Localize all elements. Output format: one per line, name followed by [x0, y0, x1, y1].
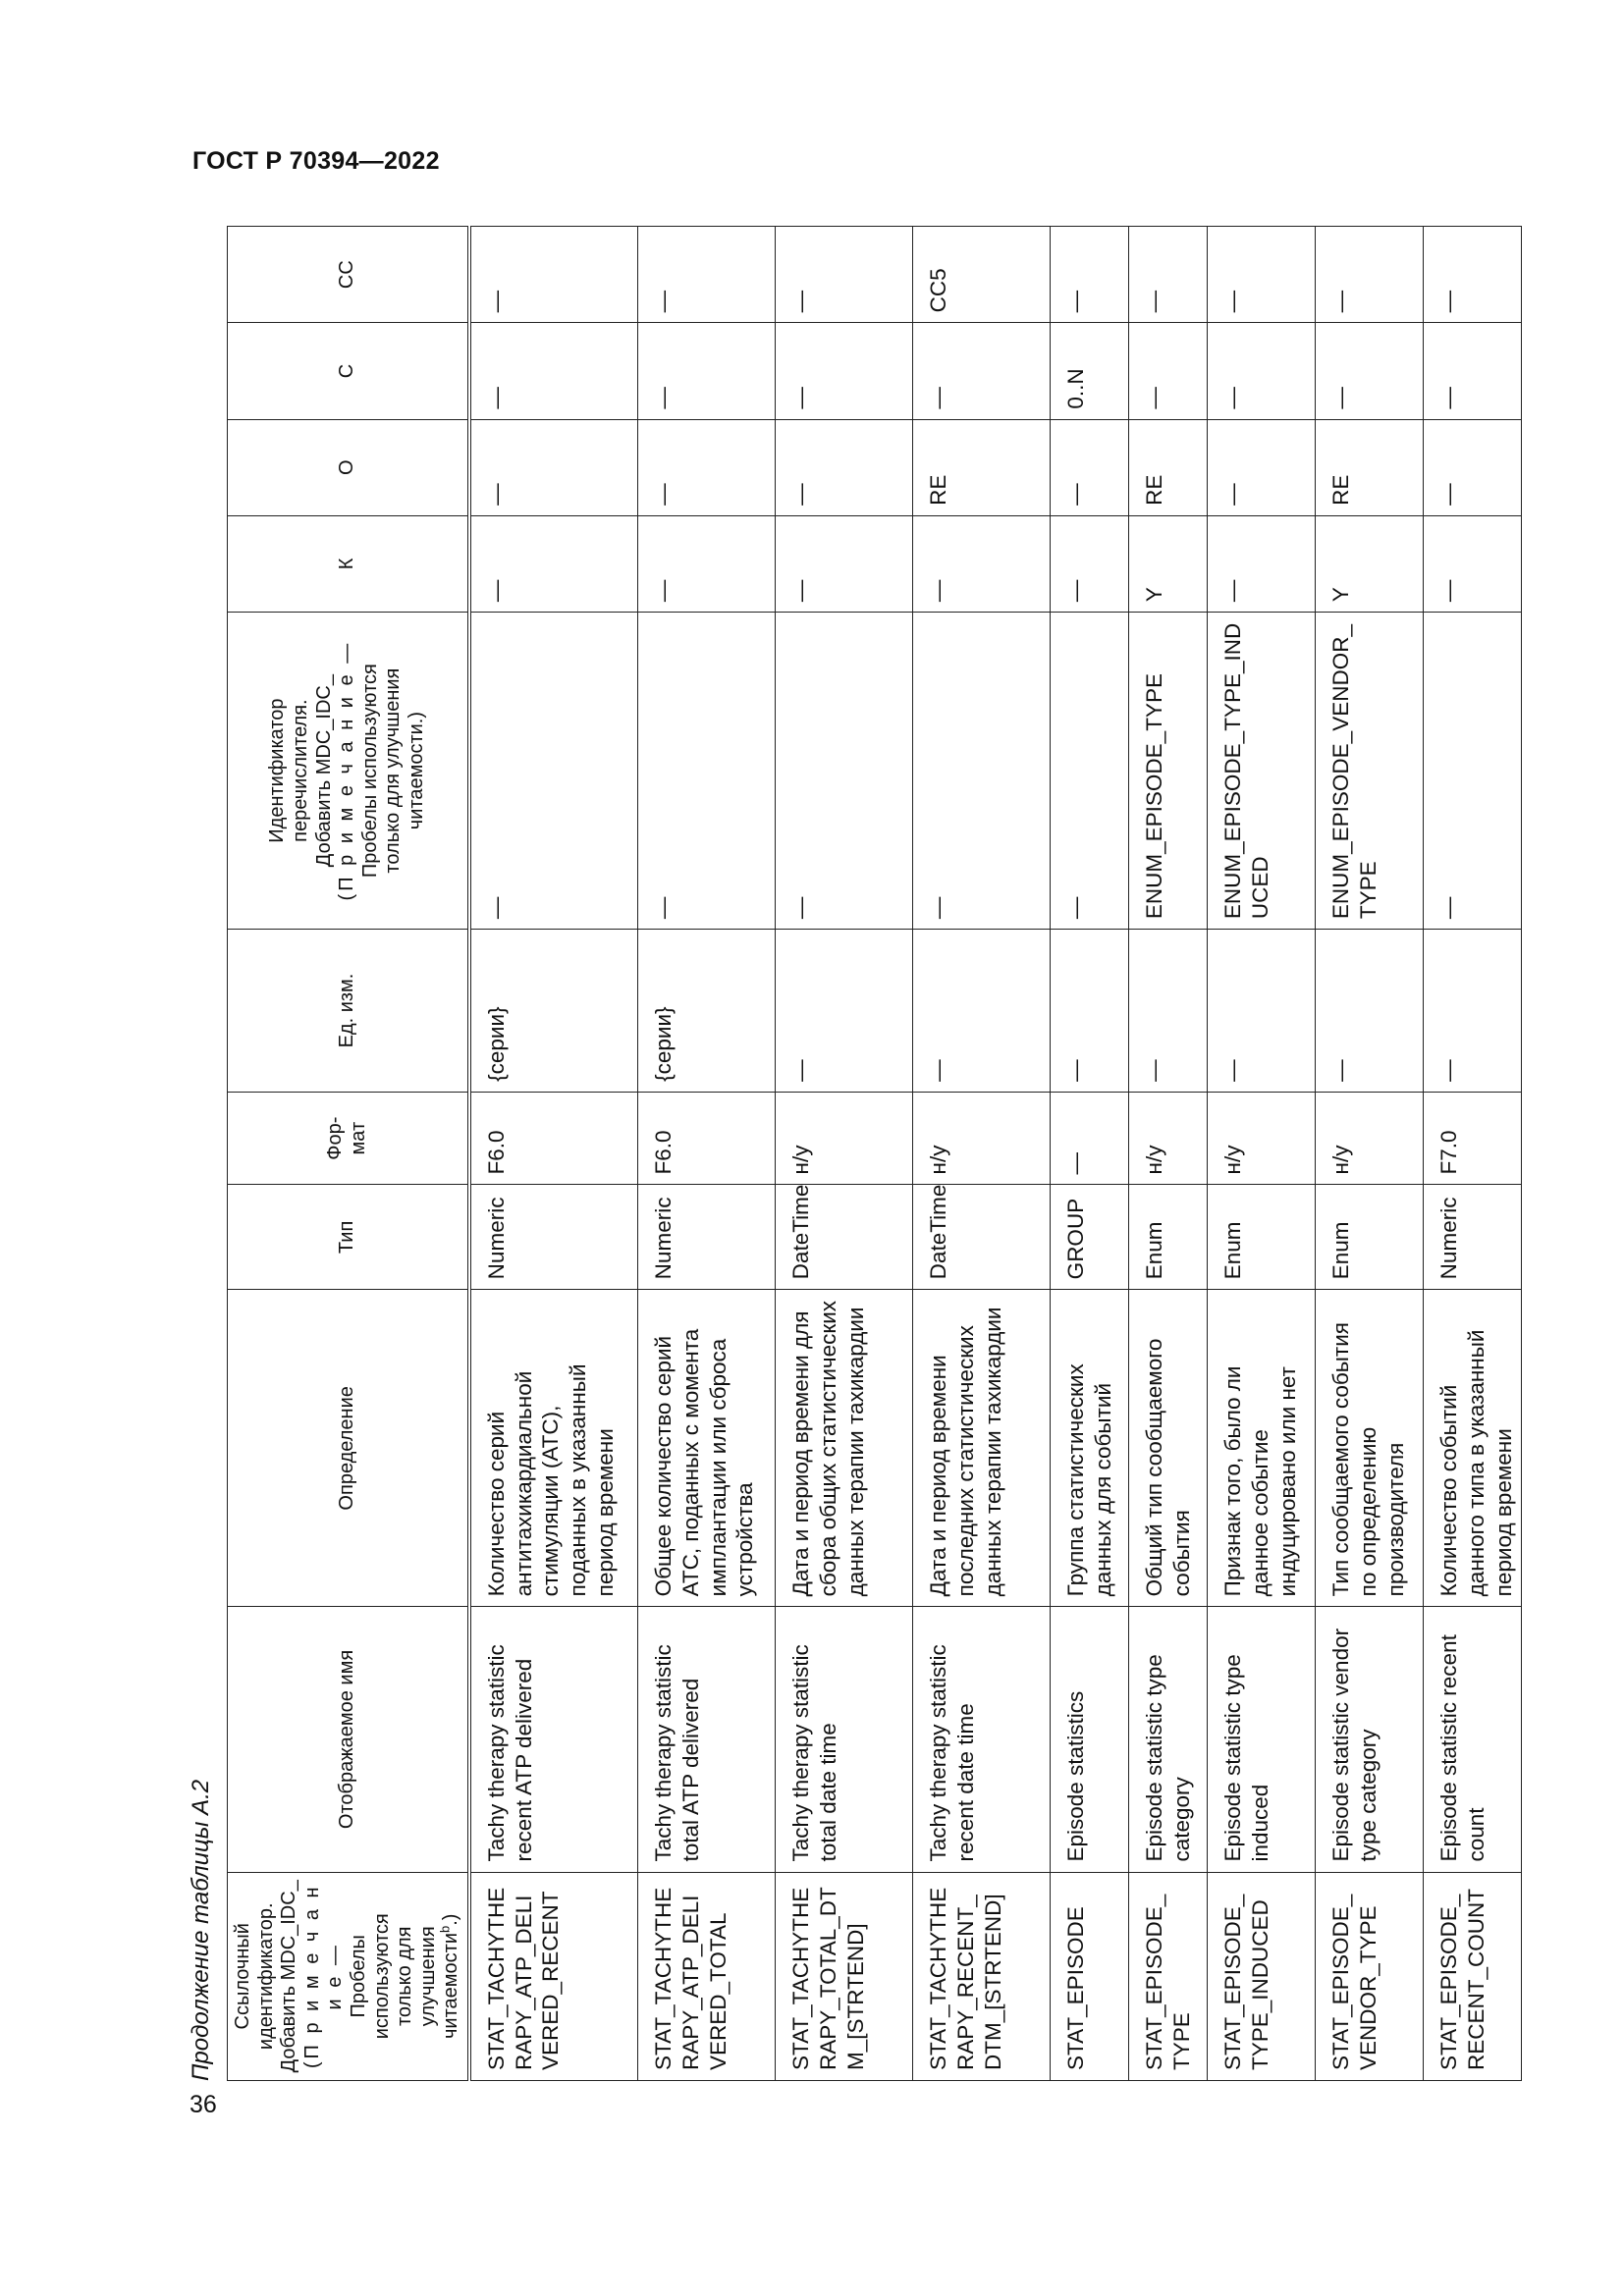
footnote-marker: b — [437, 1925, 453, 1933]
cell-display-name: Tachy therapy statistic recent ATP delivered — [469, 1607, 638, 1872]
cell-type: Numeric — [469, 1185, 638, 1290]
cell-c: — — [1424, 323, 1522, 419]
cell-ref-id: STAT_EPISODE_RECENT_COUNT — [1424, 1872, 1522, 2080]
cell-enum-id: — — [913, 613, 1051, 930]
header-k: К — [228, 515, 469, 612]
cell-ref-id: STAT_TACHYTHERAPY_ATP_DELIVERED_RECENT — [469, 1872, 638, 2080]
cell-display-name: Tachy therapy statistic recent date time — [913, 1607, 1051, 1872]
cell-units: — — [1316, 930, 1424, 1093]
cell-o: — — [1051, 419, 1129, 515]
cell-definition: Общий тип сообщаемого события — [1129, 1290, 1208, 1607]
cell-type: DateTime — [776, 1185, 913, 1290]
cell-cc: — — [1316, 227, 1424, 323]
cell-type: Numeric — [1424, 1185, 1522, 1290]
header-definition: Определение — [228, 1290, 469, 1607]
cell-units: — — [913, 930, 1051, 1093]
cell-enum-id: — — [638, 613, 776, 930]
cell-o: — — [776, 419, 913, 515]
cell-enum-id: ENUM_EPISODE_VENDOR_TYPE — [1316, 613, 1424, 930]
cell-units: — — [776, 930, 913, 1093]
cell-format: н/у — [776, 1092, 913, 1185]
cell-format: н/у — [1316, 1092, 1424, 1185]
cell-cc: — — [1051, 227, 1129, 323]
document-header: ГОСТ Р 70394—2022 — [192, 147, 440, 175]
cell-display-name: Episode statistic type category — [1129, 1607, 1208, 1872]
cell-o: RE — [913, 419, 1051, 515]
table-row — [1424, 227, 1522, 2081]
cell-ref-id: STAT_EPISODE_TYPE — [1129, 1872, 1208, 2080]
cell-type: Enum — [1316, 1185, 1424, 1290]
table-row — [776, 227, 913, 2081]
cell-enum-id: ENUM_EPISODE_TYPE — [1129, 613, 1208, 930]
cell-k: — — [1208, 515, 1316, 612]
cell-display-name: Episode statistic type induced — [1208, 1607, 1316, 1872]
cell-cc: CC5 — [913, 227, 1051, 323]
cell-o: — — [1208, 419, 1316, 515]
cell-c: — — [1316, 323, 1424, 419]
cell-cc: — — [1129, 227, 1208, 323]
cell-c: — — [469, 323, 638, 419]
cell-units: — — [1208, 930, 1316, 1093]
cell-cc: — — [469, 227, 638, 323]
cell-enum-id: — — [1051, 613, 1129, 930]
cell-definition: Тип сообщаемого события по определению производителя — [1316, 1290, 1424, 1607]
cell-type: Enum — [1208, 1185, 1316, 1290]
cell-units: {серии} — [638, 930, 776, 1093]
header-c: С — [228, 323, 469, 419]
table-header-row — [228, 227, 469, 2081]
header-units: Ед. изм. — [228, 930, 469, 1093]
rotated-page-area — [182, 226, 1516, 2081]
cell-c: — — [638, 323, 776, 419]
cell-c: — — [776, 323, 913, 419]
cell-display-name: Episode statistic recent count — [1424, 1607, 1522, 1872]
cell-definition: Группа статистических данных для событий — [1051, 1290, 1129, 1607]
table-row — [638, 227, 776, 2081]
cell-format: н/у — [1208, 1092, 1316, 1185]
header-display-name: Отображаемое имя — [228, 1607, 469, 1872]
cell-o: — — [638, 419, 776, 515]
specification-table — [227, 226, 1522, 2081]
cell-type: DateTime — [913, 1185, 1051, 1290]
cell-enum-id: — — [776, 613, 913, 930]
cell-definition: Признак того, было ли данное событие индуцировано или нет — [1208, 1290, 1316, 1607]
header-format: Фор- мат — [228, 1092, 469, 1185]
cell-cc: — — [1208, 227, 1316, 323]
cell-cc: — — [1424, 227, 1522, 323]
cell-display-name: Episode statistic vendor type category — [1316, 1607, 1424, 1872]
cell-type: Enum — [1129, 1185, 1208, 1290]
cell-enum-id: — — [1424, 613, 1522, 930]
table-row — [913, 227, 1051, 2081]
cell-c: — — [1208, 323, 1316, 419]
cell-format: F7.0 — [1424, 1092, 1522, 1185]
table-row — [1316, 227, 1424, 2081]
cell-units: {серии} — [469, 930, 638, 1093]
cell-display-name: Episode statistics — [1051, 1607, 1129, 1872]
header-o: О — [228, 419, 469, 515]
cell-format: F6.0 — [469, 1092, 638, 1185]
cell-type: GROUP — [1051, 1185, 1129, 1290]
cell-definition: Количество событий данного типа в указанный период времени — [1424, 1290, 1522, 1607]
cell-enum-id: ENUM_EPISODE_TYPE_INDUCED — [1208, 613, 1316, 930]
cell-cc: — — [776, 227, 913, 323]
cell-ref-id: STAT_TACHYTHERAPY_RECENT_DTM_[STRTEND] — [913, 1872, 1051, 2080]
cell-ref-id: STAT_EPISODE — [1051, 1872, 1129, 2080]
cell-k: Y — [1129, 515, 1208, 612]
table-row — [469, 227, 638, 2081]
cell-cc: — — [638, 227, 776, 323]
cell-o: RE — [1129, 419, 1208, 515]
cell-display-name: Tachy therapy statistic total ATP delivered — [638, 1607, 776, 1872]
cell-definition: Количество серий антитахикардиальной стимуляции (АТС), поданных в указанный период времени — [469, 1290, 638, 1607]
cell-k: — — [1424, 515, 1522, 612]
cell-k: — — [1051, 515, 1129, 612]
cell-k: Y — [1316, 515, 1424, 612]
header-cc: СС — [228, 227, 469, 323]
cell-format: н/у — [1129, 1092, 1208, 1185]
cell-enum-id: — — [469, 613, 638, 930]
page-number: 36 — [189, 2091, 217, 2118]
cell-units: — — [1129, 930, 1208, 1093]
landscape-content — [182, 226, 1516, 2081]
cell-k: — — [469, 515, 638, 612]
cell-ref-id: STAT_EPISODE_VENDOR_TYPE — [1316, 1872, 1424, 2080]
cell-definition: Общее количество серий АТС, поданных с момента имплантации или сброса устройства — [638, 1290, 776, 1607]
cell-ref-id: STAT_EPISODE_TYPE_INDUCED — [1208, 1872, 1316, 2080]
cell-definition: Дата и период времени последних статистических данных терапии тахикардии — [913, 1290, 1051, 1607]
table-row — [1208, 227, 1316, 2081]
cell-units: — — [1051, 930, 1129, 1093]
cell-k: — — [913, 515, 1051, 612]
cell-display-name: Tachy therapy statistic total date time — [776, 1607, 913, 1872]
cell-units: — — [1424, 930, 1522, 1093]
cell-o: — — [1424, 419, 1522, 515]
cell-ref-id: STAT_TACHYTHERAPY_TOTAL_DTM_[STRTEND] — [776, 1872, 913, 2080]
cell-k: — — [776, 515, 913, 612]
table-row — [1129, 227, 1208, 2081]
cell-o: RE — [1316, 419, 1424, 515]
cell-k: — — [638, 515, 776, 612]
cell-ref-id: STAT_TACHYTHERAPY_ATP_DELIVERED_TOTAL — [638, 1872, 776, 2080]
cell-format: — — [1051, 1092, 1129, 1185]
cell-c: — — [913, 323, 1051, 419]
cell-c: 0..N — [1051, 323, 1129, 419]
cell-c: — — [1129, 323, 1208, 419]
cell-format: F6.0 — [638, 1092, 776, 1185]
table-row — [1051, 227, 1129, 2081]
cell-format: н/у — [913, 1092, 1051, 1185]
table-caption: Продолжение таблицы А.2 — [188, 1779, 214, 2081]
header-ref-id: Ссылочный идентификатор. Добавить MDC_IDC_ (П р и м е ч а н и е — Пробелы используются только для улучшения читаемости$^b$.) — [228, 1872, 469, 2080]
header-enum-id: Идентификатор перечислителя. Добавить MDC_IDC_ (П р и м е ч а н и е — Пробелы используются только для улучшения читаемости.) — [228, 613, 469, 930]
header-type: Тип — [228, 1185, 469, 1290]
cell-o: — — [469, 419, 638, 515]
cell-type: Numeric — [638, 1185, 776, 1290]
cell-definition: Дата и период времени для сбора общих статистических данных терапии тахикардии — [776, 1290, 913, 1607]
